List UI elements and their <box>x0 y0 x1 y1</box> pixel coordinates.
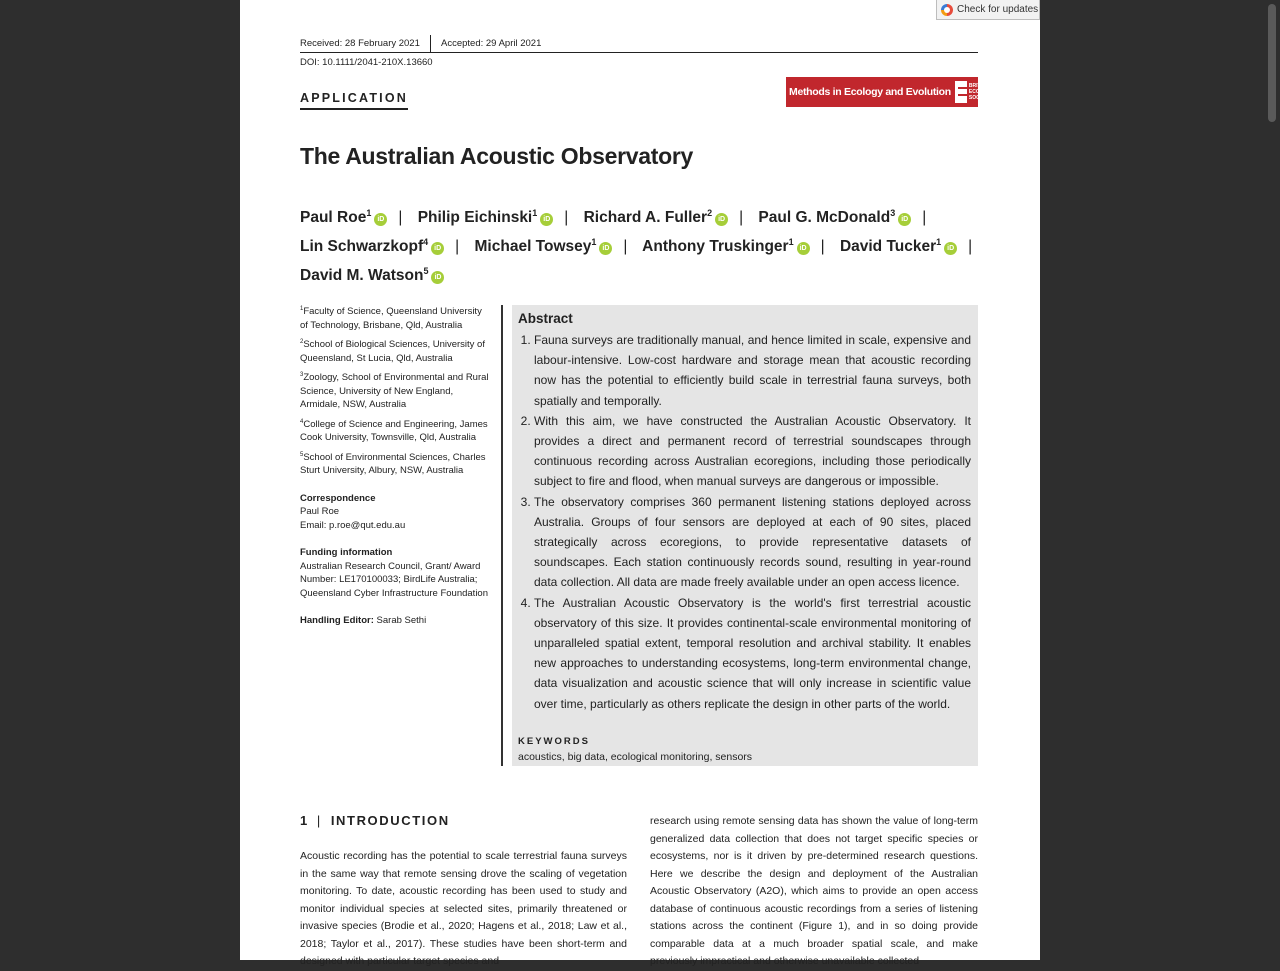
check-updates-label: Check for updates <box>957 4 1039 15</box>
correspondence-heading: Correspondence <box>300 492 376 504</box>
keywords: acoustics, big data, ecological monitoring, sensors <box>518 750 753 763</box>
section-number: 1 <box>300 813 309 828</box>
abstract-item: 4. The Australian Acoustic Observatory is the world's first terrestrial acoustic observatory of this size. It provides continental-scale environmental monitoring of unparalleled spatial extent, temporal resolution and archival stability. It enables new approaches to understanding ecosystems, long-term environmental change, data visualization and acoustic science that will only increase in scientific value over time, particularly as others replicate the design in other parts of the world. <box>534 593 971 714</box>
funding-heading: Funding information <box>300 547 393 558</box>
society-line: SOCIETY <box>968 95 991 101</box>
funding-info <box>300 546 490 600</box>
affiliation: $^5$School of Environmental Sciences, Charles Sturt University, Albury, NSW, Australia <box>300 451 486 476</box>
dates-divider <box>430 35 431 52</box>
section-heading: 1 | INTRODUCTION <box>300 813 450 828</box>
correspondence <box>300 492 490 533</box>
accepted-date: Accepted: 29 April 2021 <box>441 38 542 49</box>
handling-editor-name: Sarab Sethi <box>376 615 427 626</box>
handling-editor-label: Handling Editor: <box>300 615 374 626</box>
article-type: APPLICATION <box>300 91 408 110</box>
author[interactable]: Anthony Truskinger$^1$iD <box>642 238 809 255</box>
abstract-item: 3. The observatory comprises 360 permanent listening stations deployed across Australia. Groups of four sensors are deployed at each of 90 sites, placed strategically across ecoregions, to provide representative datasets of soundscapes. Each station continuously records sound, resulting in year-round data collection. All data are made freely available under an open access licence. <box>534 492 971 593</box>
author[interactable]: Paul Roe$^1$iD <box>300 209 387 226</box>
affiliation: $^1$Faculty of Science, Queensland University of Technology, Brisbane, Qld, Australia <box>300 306 482 331</box>
orcid-icon[interactable]: iD <box>898 213 911 226</box>
article-sidebar <box>300 303 490 628</box>
paper-page <box>240 0 1040 967</box>
abstract-list <box>518 330 971 714</box>
author[interactable]: Lin Schwarzkopf$^4$iD <box>300 238 444 255</box>
handling-editor <box>300 614 490 628</box>
sidebar-divider <box>501 305 503 766</box>
author[interactable]: Richard A. Fuller$^2$iD <box>584 209 728 226</box>
orcid-icon[interactable]: iD <box>797 242 810 255</box>
affiliation: $^2$School of Biological Sciences, University of Queensland, St Lucia, Qld, Australia <box>300 339 485 364</box>
abstract-item: 1. Fauna surveys are traditionally manual, and hence limited in scale, expensive and labour-intensive. Low-cost hardware and storage mean that acoustic recording now has the potential to efficiently build scale in terrestrial fauna surveys, both spatially and temporally. <box>534 330 971 411</box>
orcid-icon[interactable]: iD <box>374 213 387 226</box>
body-column-right: research using remote sensing data has shown the value of long-term generalized data collection that does not target specific species or ecosystems, nor is it driven by pre-determined research questions. Here we describe the design and deployment of the Australian Acoustic Observatory (A2O), which aims to provide an open access database of continuous acoustic recordings from a series of listening stations across the continent (Figure 1), and in so doing provide comparable data at a much broader spatial scale, and make previously impractical and otherwise unavailable collected <box>650 815 978 967</box>
author[interactable]: Philip Eichinski$^1$iD <box>418 209 554 226</box>
doi[interactable]: DOI: 10.1111/2041-210X.13660 <box>300 57 433 68</box>
scrollbar-thumb[interactable] <box>1268 4 1276 122</box>
orcid-icon[interactable]: iD <box>944 242 957 255</box>
author-list: Paul Roe$^1$iD | Philip Eichinski$^1$iD | Richard A. Fuller$^2$iD | Paul G. McDonald$^3$iD | Lin Schwarzkopf$^4$iD | Michael Towsey$^1$iD | Anthony Truskinger$^1$iD | David Tucker$^1$iD | David M. Watson$^5$iD <box>300 208 973 284</box>
received-date: Received: 28 February 2021 <box>300 38 420 49</box>
paper-title: The Australian Acoustic Observatory <box>300 143 693 169</box>
orcid-icon[interactable]: iD <box>431 271 444 284</box>
funding-text: Australian Research Council, Grant/ Award Number: LE170100033; BirdLife Australia; Queensland Cyber Infrastructure Foundation <box>300 560 488 599</box>
author[interactable]: David Tucker$^1$iD <box>840 238 957 255</box>
abstract-heading: Abstract <box>518 311 573 326</box>
affiliation: $^3$Zoology, School of Environmental and Rural Science, University of New England, Armidale, NSW, Australia <box>300 372 489 410</box>
abstract-panel <box>512 305 978 766</box>
crossmark-icon <box>941 4 953 16</box>
society-mark-icon <box>955 81 967 103</box>
society-line: ECOLOGICAL <box>968 89 1003 95</box>
society-line: BRITISH <box>968 83 989 89</box>
check-updates-button[interactable] <box>936 0 1040 20</box>
body-column-left: Acoustic recording has the potential to scale terrestrial fauna surveys in the same way that remote sensing drove the scaling of vegetation monitoring. To date, acoustic recording has been used to study and monitor individual species at selected sites, primarily threatened or invasive species (Brodie et al., 2020; Hagens et al., 2018; Law et al., 2018; Taylor et al., 2017). These studies have been short-term and designed with particular target species and <box>300 850 627 967</box>
orcid-icon[interactable]: iD <box>599 242 612 255</box>
orcid-icon[interactable]: iD <box>540 213 553 226</box>
journal-logo[interactable] <box>786 77 1003 107</box>
orcid-icon[interactable]: iD <box>715 213 728 226</box>
correspondence-email[interactable]: Email: p.roe@qut.edu.au <box>300 519 406 531</box>
society-logo <box>955 81 1002 103</box>
keywords-heading: KEYWORDS <box>518 735 590 747</box>
abstract-item: 2. With this aim, we have constructed the Australian Acoustic Observatory. It provides a direct and permanent record of terrestrial soundscapes through continuous recording across Australian ecoregions, including those periodically subject to fire and flood, when manual surveys are dangerous or impossible. <box>534 411 971 492</box>
orcid-icon[interactable]: iD <box>431 242 444 255</box>
correspondence-name: Paul Roe <box>300 506 340 517</box>
author[interactable]: David M. Watson$^5$iD <box>300 267 444 284</box>
journal-name: Methods in Ecology and Evolution <box>789 86 951 98</box>
section-title: INTRODUCTION <box>330 813 450 828</box>
scrollbar[interactable] <box>1264 0 1280 960</box>
dates-line <box>300 38 978 53</box>
affiliation: $^4$College of Science and Engineering, James Cook University, Townsville, Qld, Australia <box>300 418 488 443</box>
author[interactable]: Michael Towsey$^1$iD <box>475 238 613 255</box>
author[interactable]: Paul G. McDonald$^3$iD <box>758 209 911 226</box>
